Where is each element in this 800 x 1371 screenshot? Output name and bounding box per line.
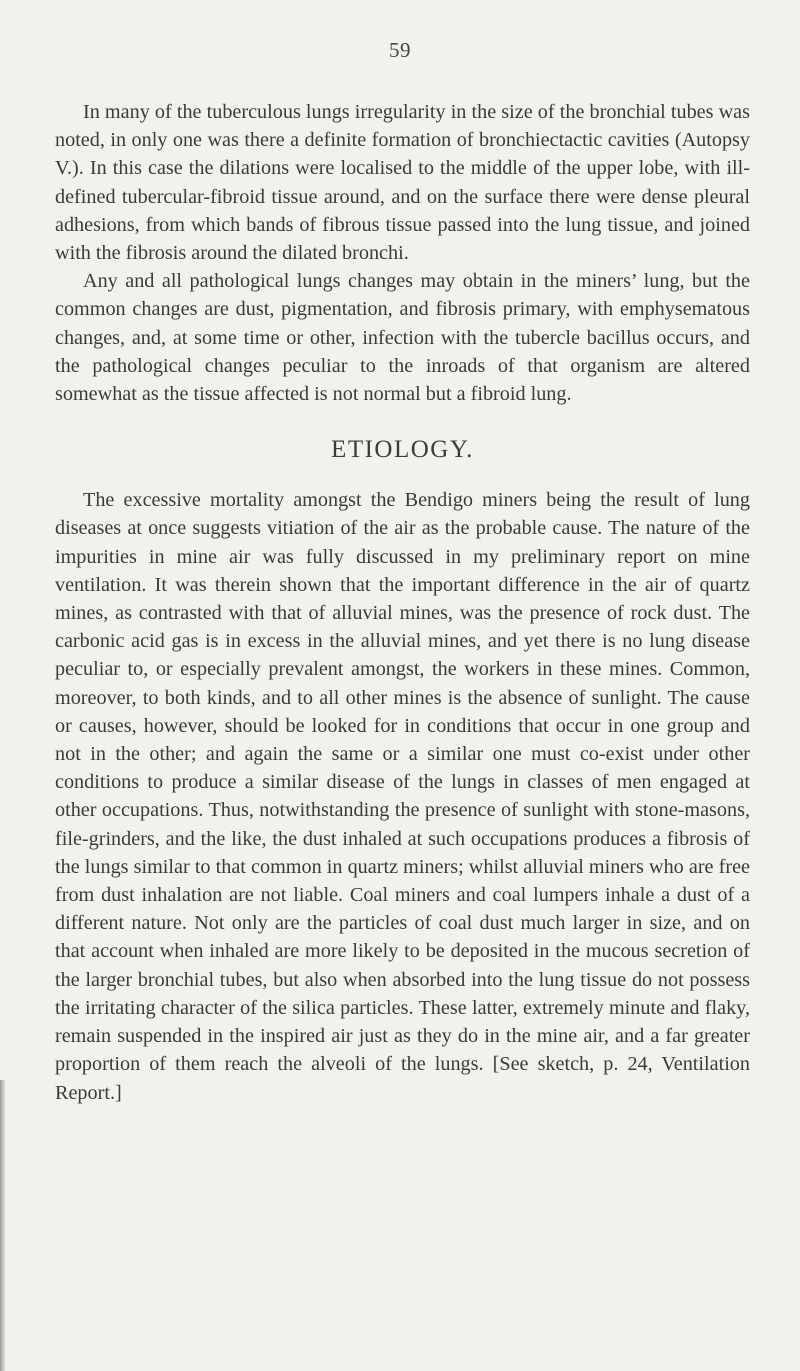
page-number: 59 xyxy=(389,38,411,62)
paragraph-pathological-changes: Any and all pathological lungs changes may obtain in the miners’ lung, but the common changes are dust, pigmentation, and fibrosis primary, with emphysematous changes, and, at some time or other, infection with the tubercle bacillus occurs, and the pathological changes peculiar to the inroads of that organism are altered somewhat as the tissue affected is not normal but a fibroid lung. xyxy=(55,270,750,406)
page-edge-shadow xyxy=(0,1080,6,1371)
section-heading-etiology: ETIOLOGY. xyxy=(331,436,474,464)
page-body xyxy=(55,98,750,1107)
paragraph-bronchiectasis: In many of the tuberculous lungs irregularity in the size of the bronchial tubes was noted, in only one was there a definite formation of bronchiectactic cavities (Autopsy V.). In this case the dilations were localised to the middle of the upper lobe, with ill-defined tubercular-fibroid tissue around, and on the surface there were dense pleural adhesions, from which bands of fibrous tissue passed into the lung tissue, and joined with the fibrosis around the dilated bronchi. xyxy=(55,101,750,265)
paragraph-etiology: The excessive mortality amongst the Bendigo miners being the result of lung diseases at once suggests vitiation of the air as the probable cause. The nature of the impurities in mine air was fully discussed in my preliminary report on mine ventilation. It was therein shown that the important difference in the air of quartz mines, as contrasted with that of alluvial mines, was the presence of rock dust. The carbonic acid gas is in excess in the alluvial mines, and yet there is no lung disease peculiar to, or especially prevalent amongst, the workers in these mines. Common, moreover, to both kinds, and to all other mines is the absence of sunlight. The cause or causes, however, should be looked for in conditions that occur in one group and not in the other; and again the same or a similar one must co-exist under other conditions to produce a similar disease of the lungs in classes of men engaged at other occupations. Thus, notwithstanding the presence of sunlight with stone-masons, file-grinders, and the like, the dust inhaled at such occupations produces a fibrosis of the lungs similar to that common in quartz miners; whilst alluvial miners who are free from dust inhalation are not liable. Coal miners and coal lumpers inhale a dust of a different nature. Not only are the particles of coal dust much larger in size, and on that account when inhaled are more likely to be deposited in the mucous secretion of the larger bronchial tubes, but also when absorbed into the lung tissue do not possess the irritating character of the silica particles. These latter, extremely minute and flaky, remain suspended in the inspired air just as they do in the mine air, and a far greater proportion of them reach the alveoli of the lungs. [See sketch, p. 24, Ventilation Report.] xyxy=(55,489,750,1104)
